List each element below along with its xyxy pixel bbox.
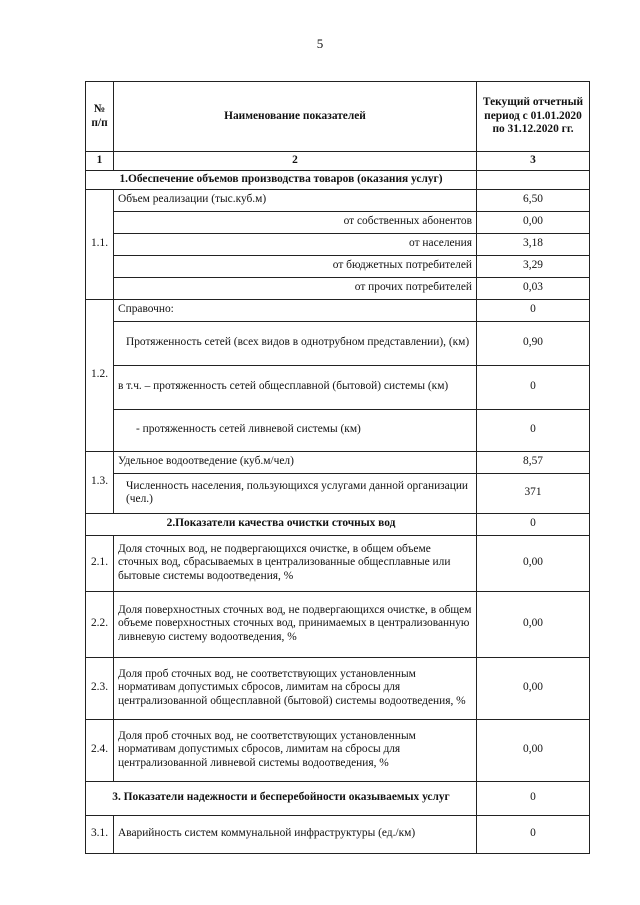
section-1-title-row	[86, 170, 590, 189]
table-row	[86, 657, 590, 719]
row-number: 2.3.	[86, 657, 114, 719]
section-value: 0	[477, 513, 590, 535]
indicator-value: 6,50	[477, 189, 590, 211]
table-row	[86, 815, 590, 853]
indicator-label: от населения	[114, 233, 477, 255]
indicator-value: 0,90	[477, 321, 590, 365]
table-row	[86, 189, 590, 211]
column-number-3: 3	[477, 152, 590, 171]
table-row	[86, 299, 590, 321]
row-number: 1.3.	[86, 451, 114, 513]
indicator-value: 0,00	[477, 657, 590, 719]
table-row	[86, 321, 590, 365]
indicator-value: 0,03	[477, 277, 590, 299]
indicator-label: Численность населения, пользующихся услугами данной организации (чел.)	[114, 473, 477, 513]
indicators-table	[85, 81, 590, 854]
indicator-label: Объем реализации (тыс.куб.м)	[114, 189, 477, 211]
table-row	[86, 211, 590, 233]
column-number-2: 2	[114, 152, 477, 171]
table-row	[86, 719, 590, 781]
row-number: 2.1.	[86, 535, 114, 591]
table-row	[86, 473, 590, 513]
section-title: 1.Обеспечение объемов производства товаров (оказания услуг)	[86, 170, 477, 189]
indicator-label: от собственных абонентов	[114, 211, 477, 233]
header-period-col: Текущий отчетный период с 01.01.2020 по 31.12.2020 гг.	[477, 82, 590, 152]
section-title: 2.Показатели качества очистки сточных вод	[86, 513, 477, 535]
section-value: 0	[477, 781, 590, 815]
table-row	[86, 409, 590, 451]
column-numbers-row	[86, 152, 590, 171]
table-row	[86, 277, 590, 299]
indicator-value: 0,00	[477, 719, 590, 781]
section-2-title-row	[86, 513, 590, 535]
indicator-value: 3,18	[477, 233, 590, 255]
indicator-label: в т.ч. – протяженность сетей общесплавной (бытовой) системы (км)	[114, 365, 477, 409]
indicator-label: Доля сточных вод, не подвергающихся очистке, в общем объеме сточных вод, сбрасываемых в централизованные общесплавные или бытовые системы водоотведения, %	[114, 535, 477, 591]
indicator-label: Доля проб сточных вод, не соответствующих установленным нормативам допустимых сбросов, лимитам на сбросы для централизованной общесплавной (бытовой) системы водоотведения, %	[114, 657, 477, 719]
indicator-value: 3,29	[477, 255, 590, 277]
indicator-label: Удельное водоотведение (куб.м/чел)	[114, 451, 477, 473]
indicator-value: 0	[477, 815, 590, 853]
table-row	[86, 451, 590, 473]
header-name-col: Наименование показателей	[114, 82, 477, 152]
indicator-value: 0,00	[477, 535, 590, 591]
indicator-label: - протяженность сетей ливневой системы (км)	[114, 409, 477, 451]
page-number: 5	[316, 36, 324, 51]
indicator-value: 0,00	[477, 211, 590, 233]
section-3-title-row	[86, 781, 590, 815]
indicator-value: 0	[477, 299, 590, 321]
row-number: 1.2.	[86, 299, 114, 451]
table-row	[86, 233, 590, 255]
indicator-label: Протяженность сетей (всех видов в однотрубном представлении), (км)	[114, 321, 477, 365]
row-number: 1.1.	[86, 189, 114, 299]
indicator-value: 371	[477, 473, 590, 513]
indicator-label: от прочих потребителей	[114, 277, 477, 299]
header-row	[86, 82, 590, 152]
indicator-value: 0	[477, 365, 590, 409]
indicator-value: 0,00	[477, 591, 590, 657]
indicator-label: Доля проб сточных вод, не соответствующих установленным нормативам допустимых сбросов, лимитам на сбросы для централизованной ливневой системы водоотведения, %	[114, 719, 477, 781]
row-number: 2.2.	[86, 591, 114, 657]
row-number: 2.4.	[86, 719, 114, 781]
row-number: 3.1.	[86, 815, 114, 853]
indicator-value: 8,57	[477, 451, 590, 473]
indicator-label: Справочно:	[114, 299, 477, 321]
indicator-label: Доля поверхностных сточных вод, не подвергающихся очистке, в общем объеме поверхностных сточных вод, принимаемых в централизованную ливневую систему водоотведения, %	[114, 591, 477, 657]
indicator-label: от бюджетных потребителей	[114, 255, 477, 277]
indicator-value: 0	[477, 409, 590, 451]
table-row	[86, 535, 590, 591]
indicator-label: Аварийность систем коммунальной инфраструктуры (ед./км)	[114, 815, 477, 853]
section-title: 3. Показатели надежности и бесперебойности оказываемых услуг	[86, 781, 477, 815]
table-row	[86, 365, 590, 409]
table-row	[86, 255, 590, 277]
header-num-col: № п/п	[86, 82, 114, 152]
column-number-1: 1	[86, 152, 114, 171]
table-row	[86, 591, 590, 657]
